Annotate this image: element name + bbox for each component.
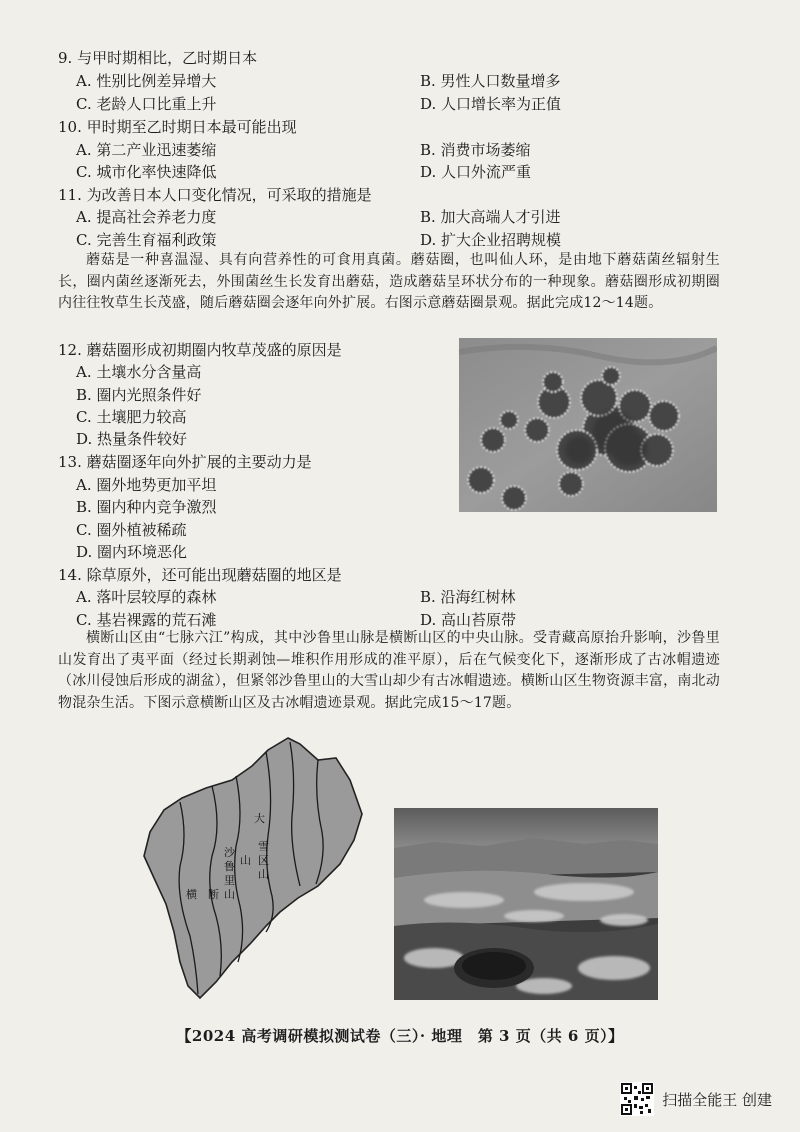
hengduan-region-shape [144,738,362,998]
passage-hengduan: 横断山区由“七脉六江”构成，其中沙鲁里山脉是横断山区的中央山脉。受青藏高原抬升影响，沙鲁里山发育出了夷平面（经过长期剥蚀—堆积作用形成的准平原），后在气候变化下，逐渐形成了古冰帽遗迹（冰川侵蚀后形成的湖盆），但紧邻沙鲁里山的大雪山却少有古冰帽遗迹。横断山区生物资源丰富，南北动物混杂生活。下图示意横断山区及古冰帽遗迹景观。据此完成15～17题。 [58,630,720,711]
question-13-option-a: A. 圈外地势更加平坦 [76,476,217,494]
question-10-stem: 10. 甲时期至乙时期日本最可能出现 [58,118,297,136]
question-11-option-b: B. 加大高端人才引进 [420,208,561,226]
question-12-option-d: D. 热量条件较好 [76,430,188,448]
question-11-stem: 11. 为改善日本人口变化情况，可采取的措施是 [58,186,372,204]
question-12-stem: 12. 蘑菇圈形成初期圈内牧草茂盛的原因是 [58,341,342,359]
passage-mushroom: 蘑菇是一种喜温湿、具有向营养性的可食用真菌。蘑菇圈，也叫仙人环，是由地下蘑菇菌丝辐射生长，圈内菌丝逐渐死去，外围菌丝生长发育出蘑菇，造成蘑菇呈环状分布的一种现象。蘑菇圈形成初期圈内往往牧草生长茂盛，随后蘑菇圈会逐年向外扩展。右图示意蘑菇圈景观。据此完成12～14题。 [58,252,720,311]
hengduan-map [140,736,368,1002]
question-9-option-b: B. 男性人口数量增多 [420,72,561,90]
question-9-stem: 9. 与甲时期相比，乙时期日本 [58,49,258,67]
map-label-shan-3: 山 [258,868,269,881]
question-10-option-d: D. 人口外流严重 [420,163,532,181]
map-label-shan-1: 山 [224,888,235,901]
qr-code-icon [620,1082,654,1116]
question-10-option-b: B. 消费市场萎缩 [420,141,531,159]
ancient-ice-cap-photo [394,808,658,1000]
question-13-option-c: C. 圈外植被稀疏 [76,521,187,539]
question-13-option-b: B. 圈内种内竞争激烈 [76,498,217,516]
question-10-option-a: A. 第二产业迅速萎缩 [76,141,217,159]
question-14-option-a: A. 落叶层较厚的森林 [76,588,217,606]
question-13-option-d: D. 圈内环境恶化 [76,543,188,561]
map-label-qu: 区 [258,854,269,867]
question-9-option-a: A. 性别比例差异增大 [76,72,217,90]
page-footer: 【2024 高考调研模拟测试卷（三）· 地理 第 3 页（共 6 页）】 [176,1027,624,1045]
question-11-option-c: C. 完善生育福利政策 [76,231,217,249]
map-label-li: 里 [224,874,235,887]
map-label-heng: 横 [186,888,197,901]
question-12-option-a: A. 土壤水分含量高 [76,363,202,381]
question-10-option-c: C. 城市化率快速降低 [76,163,217,181]
scanner-brand-text: 扫描全能王 创建 [662,1090,772,1109]
question-14-option-c: C. 基岩裸露的荒石滩 [76,611,217,629]
question-11-option-a: A. 提高社会养老力度 [76,208,217,226]
question-14-stem: 14. 除草原外，还可能出现蘑菇圈的地区是 [58,566,342,584]
map-label-duan: 断 [208,888,219,901]
question-9-option-c: C. 老龄人口比重上升 [76,95,217,113]
question-14-option-b: B. 沿海红树林 [420,588,516,606]
map-label-da: 大 [254,812,265,825]
map-label-shan-2: 山 [240,854,251,867]
question-11-option-d: D. 扩大企业招聘规模 [420,231,562,249]
map-label-sha: 沙 [224,846,235,859]
mushroom-ring-photo [459,338,717,512]
scanner-watermark [620,1082,772,1116]
map-label-xue: 雪 [258,840,269,853]
question-12-option-b: B. 圈内光照条件好 [76,386,202,404]
question-9-option-d: D. 人口增长率为正值 [420,95,562,113]
map-label-lu: 鲁 [224,860,235,873]
question-14-option-d: D. 高山苔原带 [420,611,517,629]
question-12-option-c: C. 土壤肥力较高 [76,408,187,426]
question-13-stem: 13. 蘑菇圈逐年向外扩展的主要动力是 [58,453,312,471]
